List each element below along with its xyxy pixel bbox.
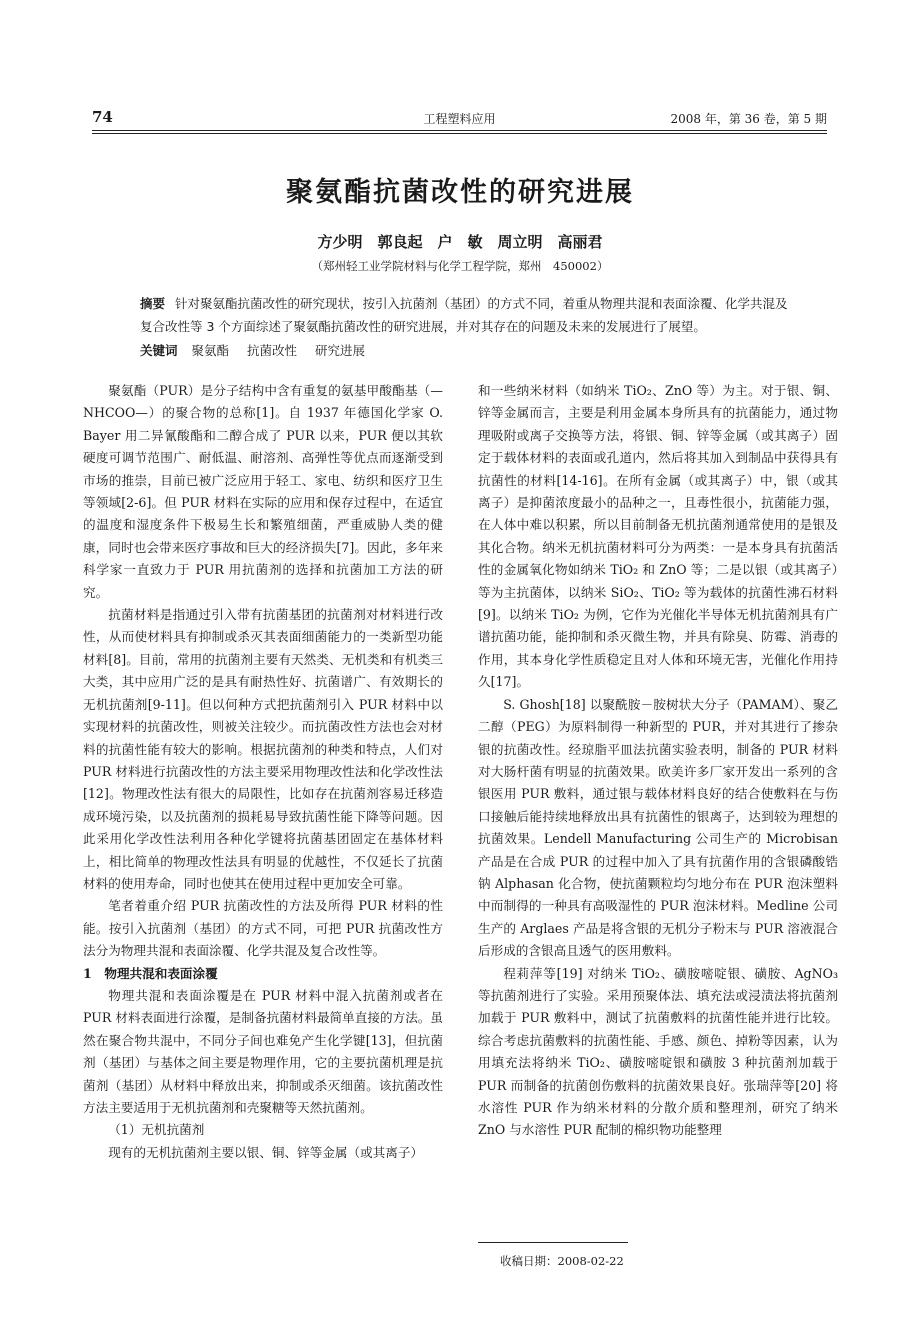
left-column [83,380,443,1164]
header-rule-secondary [92,133,827,134]
footnote-rule [478,1242,628,1243]
paragraph: 笔者着重介绍 PUR 抗菌改性的方法及所得 PUR 材料的性能。按引入抗菌剂（基团）的方式不同，可把 PUR 抗菌改性方法分为物理共混和表面涂覆、化学共混及复合改性等。 [83,898,443,959]
keyword: 研究进展 [315,343,366,358]
author-list: 方少明 郭良起 户 敏 周立明 高丽君 [317,233,603,251]
received-date-text: 收稿日期：2008-02-22 [500,1254,624,1268]
running-header [92,108,827,130]
keyword: 聚氨酯 [191,343,230,358]
header-rule [92,130,827,131]
paragraph: 现有的无机抗菌剂主要以银、铜、锌等金属（或其离子） [108,1144,424,1160]
abstract-label: 摘要 [140,296,166,311]
received-date [478,1242,838,1269]
subsection-heading: （1）无机抗菌剂 [108,1122,205,1138]
affiliation: （郑州轻工业学院材料与化学工程学院，郑州 450002） [311,259,609,273]
article-title: 聚氨酯抗菌改性的研究进展 [286,177,634,208]
keywords [140,341,379,359]
right-column [478,380,838,1142]
paragraph: 聚氨酯（PUR）是分子结构中含有重复的氨基甲酸酯基（—NHCOO—）的聚合物的总称[1]。自 1937 年德国化学家 O. Bayer 用二异氰酸酯和二醇合成了 PUR 以来，PUR 便以其软硬度可调节范围广、耐低温、耐溶剂、高弹性等优点而逐渐受到市场的推崇，目前已被广泛应用于轻工、家电、纺织和医疗卫生等领域[2-6]。但 PUR 材料在实际的应用和保存过程中，在适宜的温度和湿度条件下极易生长和繁殖细菌，严重威胁人类的健康，同时也会带来医疗事故和巨大的经济损失[7]。因此，多年来科学家一直致力于 PUR 用抗菌剂的选择和抗菌加工方法的研究。 [83,383,443,600]
paragraph: 抗菌材料是指通过引入带有抗菌基团的抗菌剂对材料进行改性，从而使材料具有抑制或杀灭其表面细菌能力的一类新型功能材料[8]。目前，常用的抗菌剂主要有天然类、无机类和有机类三大类，其中应用广泛的是具有耐热性好、抗菌谱广、有效期长的无机抗菌剂[9-11]。但以何种方式把抗菌剂引入 PUR 材料中以实现材料的抗菌改性，则被关注较少。而抗菌改性方法也会对材料的抗菌性能有较大的影响。根据抗菌剂的种类和特点，人们对 PUR 材料进行抗菌改性的方法主要采用物理改性法和化学改性法[12]。物理改性法有很大的局限性，比如存在抗菌剂容易迁移造成环境污染，以及抗菌剂的损耗易导致抗菌性能下降等问题。因此采用化学改性法利用各种化学键将抗菌基团固定在基体材料上，相比简单的物理改性法具有明显的优越性，不仅延长了抗菌材料的使用寿命，同时也使其在使用过程中更加安全可靠。 [83,607,443,891]
paragraph: 物理共混和表面涂覆是在 PUR 材料中混入抗菌剂或者在 PUR 材料表面进行涂覆，是制备抗菌材料最简单直接的方法。虽然在聚合物共混中，不同分子间也难免产生化学键[13]，但抗菌剂（基团）与基体之间主要是物理作用，它的主要抗菌机理是抗菌剂（基团）从材料中释放出来，抑制或杀灭细菌。该抗菌改性方法主要适用于无机抗菌剂和壳聚糖等天然抗菌剂。 [83,987,443,1115]
abstract [140,292,795,338]
page-number: 74 [92,108,113,126]
section-heading: 1 物理共混和表面涂覆 [83,965,218,981]
volume-info: 2008 年，第 36 卷，第 5 期 [670,112,827,126]
paragraph: 和一些纳米材料（如纳米 TiO₂、ZnO 等）为主。对于银、铜、锌等金属而言，主要是利用金属本身所具有的抗菌能力，通过物理吸附或离子交换等方法，将银、铜、锌等金属（或其离子）固定于载体材料的表面或孔道内，然后将其加入到制品中获得具有抗菌性的材料[14-16]。在所有金属（或其离子）中，银（或其离子）是抑菌浓度最小的品种之一，且毒性很小，抗菌能力强，在人体中难以积累，所以目前制备无机抗菌剂通常使用的是银及其化合物。纳米无机抗菌材料可分为两类：一是本身具有抗菌活性的金属氧化物如纳米 TiO₂ 和 ZnO 等；二是以银（或其离子）等为主抗菌体，以纳米 SiO₂、TiO₂ 等为载体的抗菌性沸石材料[9]。以纳米 TiO₂ 为例，它作为光催化半导体无机抗菌剂具有广谱抗菌功能，能抑制和杀灭微生物，并具有除臭、防霉、消毒的作用，其本身化学性质稳定且对人体和环境无害，光催化作用持久[17]。 [478,383,838,690]
paragraph: S. Ghosh[18] 以聚酰胺－胺树状大分子（PAMAM）、聚乙二醇（PEG）为原料制得一种新型的 PUR，并对其进行了掺杂银的抗菌改性。经琼脂平皿法抗菌实验表明，制备的 PUR 材料对大肠杆菌有明显的抗菌效果。欧美许多厂家开发出一系列的含银医用 PUR 敷料，通过银与载体材料良好的结合使敷料在与伤口接触后能持续地释放出具有抗菌性的银离子，达到较为理想的抗菌效果。Lendell Manufacturing 公司生产的 Microbisan 产品是在合成 PUR 的过程中加入了具有抗菌作用的含银磷酸锆钠 Alphasan 化合物，使抗菌颗粒均匀地分布在 PUR 泡沫塑料中而制得的一种具有高吸湿性的 PUR 泡沫材料。Medline 公司生产的 Arglaes 产品是将含银的无机分子粉末与 PUR 溶液混合后形成的含银高且透气的医用敷料。 [478,696,838,959]
paragraph: 程莉萍等[19] 对纳米 TiO₂、磺胺嘧啶银、磺胺、AgNO₃ 等抗菌剂进行了实验。采用预聚体法、填充法或浸渍法将抗菌剂加载于 PUR 敷料中，测试了抗菌敷料的抗菌性能并进行比较。综合考虑抗菌敷料的抗菌性能、手感、颜色、掉粉等因素，认为用填充法将纳米 TiO₂、磺胺嘧啶银和磺胺 3 种抗菌剂加载于 PUR 而制备的抗菌创伤敷料的抗菌效果良好。张瑞萍等[20] 将水溶性 PUR 作为纳米材料的分散介质和整理剂，研究了纳米 ZnO 与水溶性 PUR 配制的棉织物功能整理 [478,965,838,1138]
journal-name: 工程塑料应用 [423,112,496,126]
abstract-text: 针对聚氨酯抗菌改性的研究现状，按引入抗菌剂（基团）的方式不同，着重从物理共混和表面涂覆、化学共混及复合改性等 3 个方面综述了聚氨酯抗菌改性的研究进展，并对其存在的问题及未来的发展进行了展望。 [140,296,788,334]
keyword: 抗菌改性 [247,343,298,358]
keywords-label: 关键词 [140,343,178,358]
